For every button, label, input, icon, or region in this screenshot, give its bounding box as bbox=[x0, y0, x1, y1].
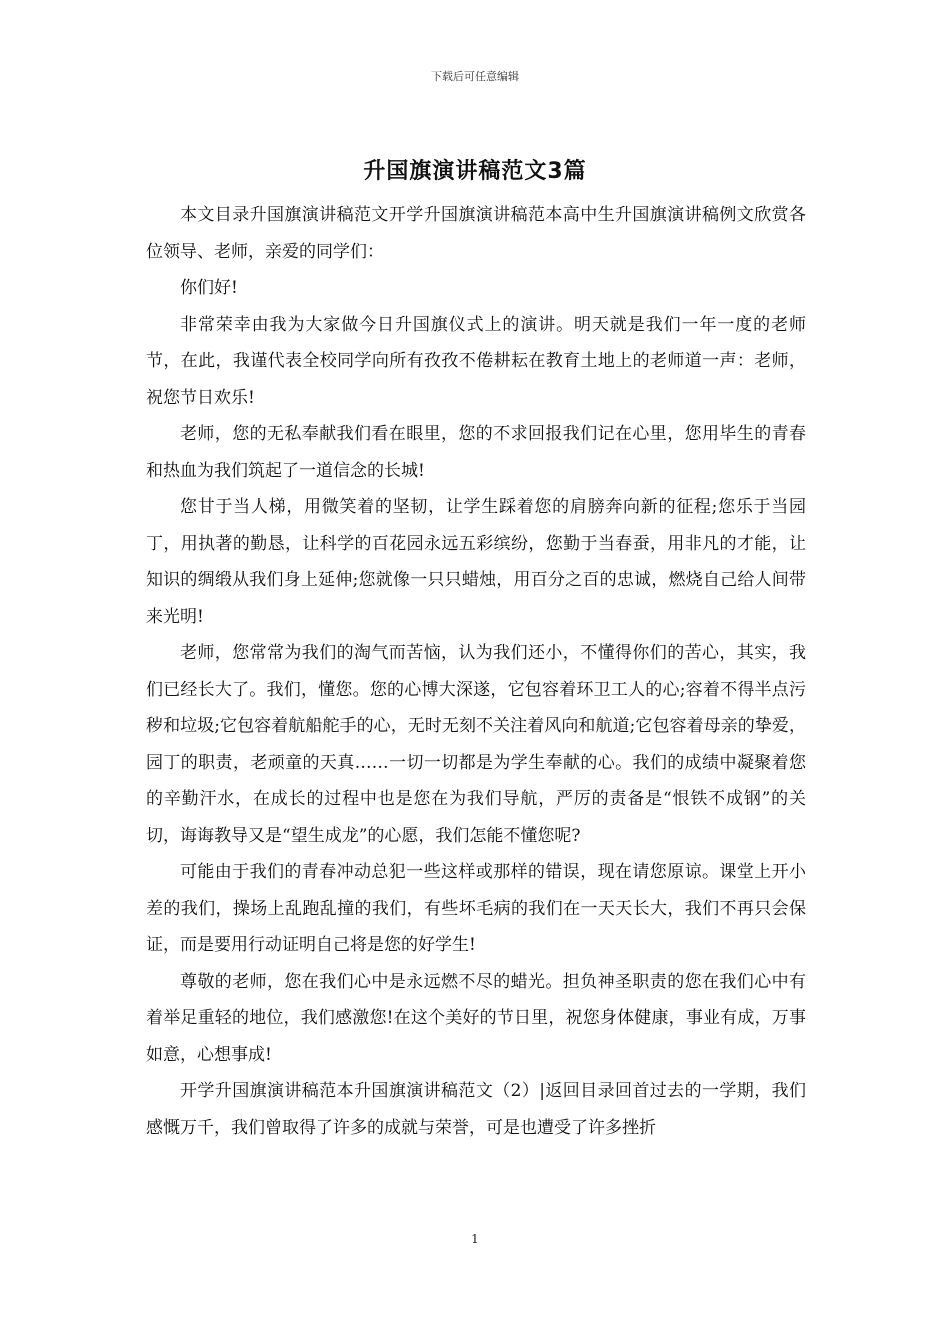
paragraph: 您甘于当人梯，用微笑着的坚韧，让学生踩着您的肩膀奔向新的征程;您乐于当园丁，用执著的勤恳，让科学的百花园永远五彩缤纷，您勤于当春蚕，用非凡的才能，让知识的绸缎从我们身上延伸;您就像一只只蜡烛，用百分之百的忠诚，燃烧自己给人间带来光明! bbox=[146, 497, 806, 627]
page-number: 1 bbox=[471, 1232, 479, 1246]
header-note: 下载后可任意编辑 bbox=[431, 70, 519, 83]
paragraph: 本文目录升国旗演讲稿范文开学升国旗演讲稿范本高中生升国旗演讲稿例文欣赏各位领导、老师，亲爱的同学们： bbox=[146, 205, 806, 262]
paragraph: 老师，您的无私奉献我们看在眼里，您的不求回报我们记在心里，您用毕生的青春和热血为我们筑起了一道信念的长城! bbox=[146, 424, 806, 481]
paragraph: 开学升国旗演讲稿范本升国旗演讲稿范文（2）|返回目录回首过去的一学期，我们感慨万千，我们曾取得了许多的成就与荣誉，可是也遭受了许多挫折 bbox=[146, 1081, 806, 1138]
paragraph: 老师，您常常为我们的淘气而苦恼，认为我们还小，不懂得你们的苦心，其实，我们已经长大了。我们，懂您。您的心博大深遂，它包容着环卫工人的心;容着不得半点污秽和垃圾;它包容着航船舵手的心，无时无刻不关注着风向和航道;它包容着母亲的挚爱，园丁的职责，老顽童的天真……一切一切都是为学生奉献的心。我们的成绩中凝聚着您的辛勤汗水，在成长的过程中也是您在为我们导航，严厉的责备是“恨铁不成钢”的关切，诲诲教导又是“望生成龙”的心愿，我们怎能不懂您呢? bbox=[146, 643, 806, 846]
paragraph: 非常荣幸由我为大家做今日升国旗仪式上的演讲。明天就是我们一年一度的老师节，在此，我谨代表全校同学向所有孜孜不倦耕耘在教育土地上的老师道一声：老师，祝您节日欢乐! bbox=[146, 314, 806, 408]
paragraph: 尊敬的老师，您在我们心中是永远燃不尽的蜡光。担负神圣职责的您在我们心中有着举足重轻的地位，我们感激您!在这个美好的节日里，祝您身体健康，事业有成，万事如意，心想事成! bbox=[146, 971, 806, 1065]
paragraph: 可能由于我们的青春冲动总犯一些这样或那样的错误，现在请您原谅。课堂上开小差的我们，操场上乱跑乱撞的我们，有些坏毛病的我们在一天天长大，我们不再只会保证，而是要用行动证明自己将是您的好学生! bbox=[146, 862, 806, 955]
paragraph: 你们好! bbox=[180, 278, 238, 298]
document-body bbox=[146, 197, 806, 1146]
document-title: 升国旗演讲稿范文3篇 bbox=[363, 159, 587, 184]
